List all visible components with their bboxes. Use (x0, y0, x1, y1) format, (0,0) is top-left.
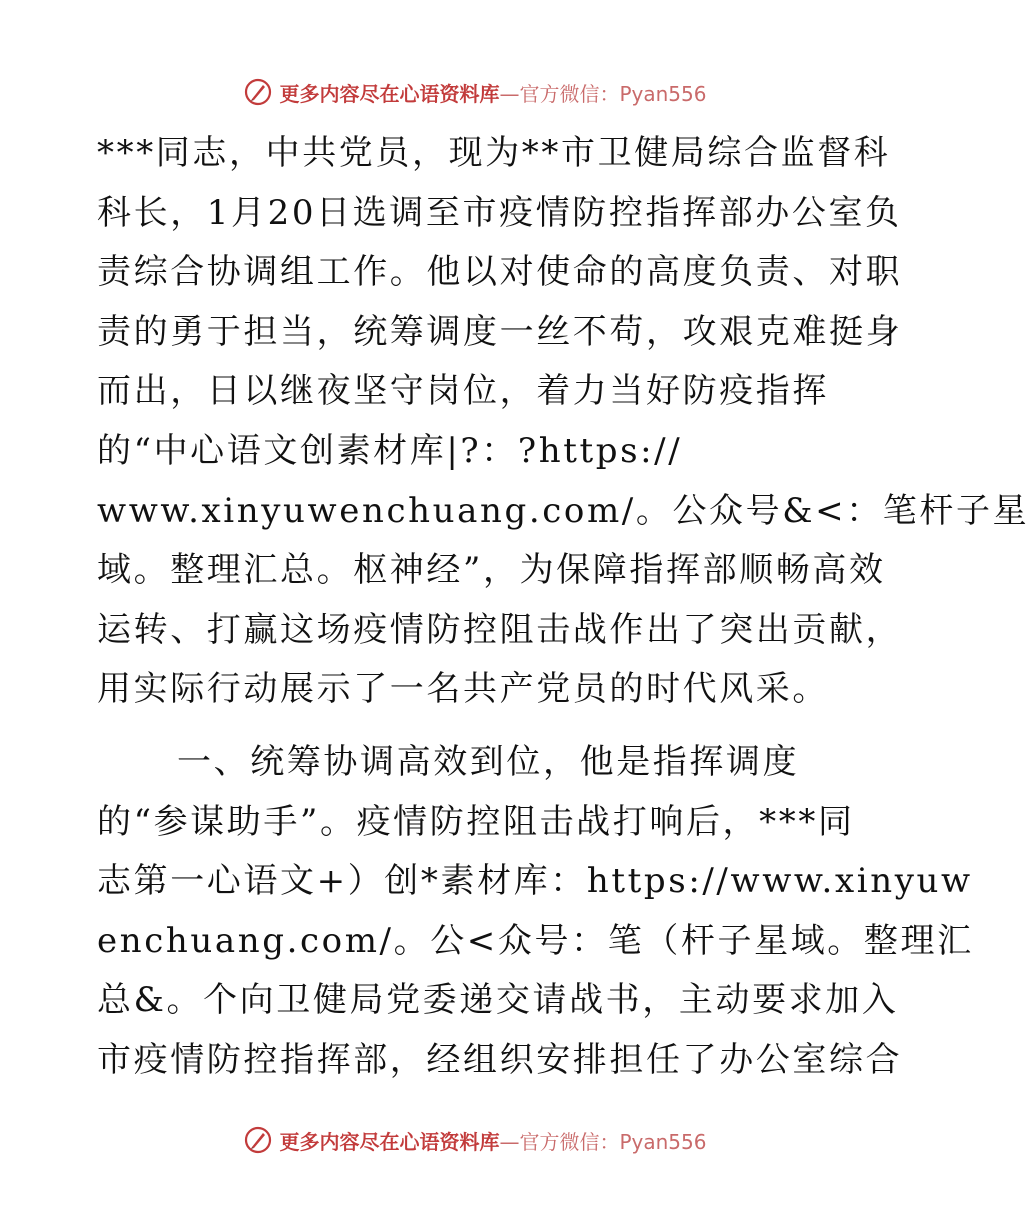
section-heading-line: 一、统筹协调高效到位，他是指挥调度 (177, 741, 800, 782)
footer-banner (0, 1120, 950, 1160)
header-contact-text: —官方微信：Pyan556 (499, 81, 707, 106)
body-line: ***同志，中共党员，现为**市卫健局综合监督科 (97, 133, 891, 173)
feather-pen-logo-icon (243, 1125, 273, 1155)
body-line: 的“中心语文创素材库|?：?https:// (97, 430, 683, 471)
header-banner (0, 72, 950, 112)
document-body (97, 124, 1029, 1091)
body-line: 责综合协调组工作。他以对使命的高度负责、对职 (97, 252, 903, 293)
footer-brand-text: 更多内容尽在心语资料库 (279, 1129, 500, 1154)
feather-pen-logo-icon (243, 77, 273, 107)
body-line: 市疫情防控指挥部，经组织安排担任了办公室综合 (97, 1039, 903, 1080)
body-line: 而出，日以继夜坚守岗位，着力当好防疫指挥 (97, 371, 829, 412)
header-brand-text: 更多内容尽在心语资料库 (279, 81, 500, 106)
body-line: 总&。个向卫健局党委递交请战书，主动要求加入 (97, 980, 899, 1021)
body-line: www.xinyuwenchuang.com/。公众号&<：笔杆子星 (97, 490, 1029, 531)
body-line: 用实际行动展示了一名共产党员的时代风采。 (97, 669, 829, 710)
body-line: 运转、打赢这场疫情防控阻击战作出了突出贡献， (97, 609, 903, 650)
body-line: 责的勇于担当，统筹调度一丝不苟，攻艰克难挺身 (97, 311, 903, 352)
body-line: enchuang.com/。公<众号：笔（杆子星域。整理汇 (97, 920, 974, 961)
body-line: 的“参谋助手”。疫情防控阻击战打响后，***同 (97, 801, 855, 842)
body-line: 域。整理汇总。枢神经”，为保障指挥部顺畅高效 (97, 550, 886, 591)
footer-contact-text: —官方微信：Pyan556 (499, 1129, 707, 1154)
body-line: 科长，1月20日选调至市疫情防控指挥部办公室负 (97, 192, 902, 233)
body-line: 志第一心语文+）创*素材库：https://www.xinyuw (97, 861, 973, 902)
